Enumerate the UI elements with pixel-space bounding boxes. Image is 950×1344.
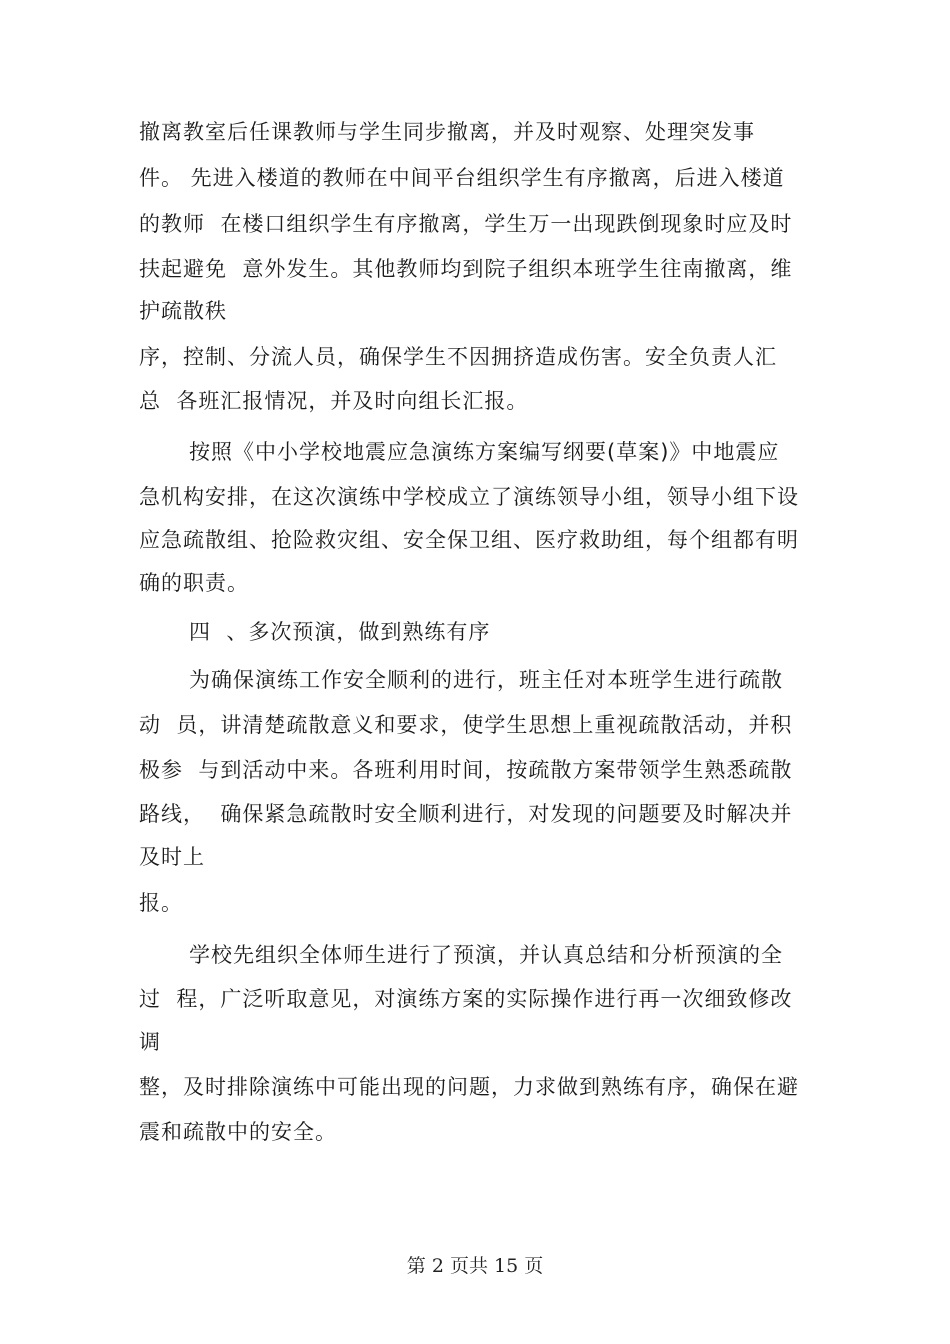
text-line: 极参 与到活动中来。各班利用时间，按疏散方案带领学生熟悉疏散 [139, 758, 793, 782]
text-line: 应急疏散组、抢险救灾组、安全保卫组、医疗救助组，每个组都有明 [139, 528, 799, 552]
text-line: 的教师 在楼口组织学生有序撤离，学生万一出现跌倒现象时应及时 [139, 212, 793, 236]
text-line: 件。 先进入楼道的教师在中间平台组织学生有序撤离，后进入楼道 [139, 166, 785, 190]
text-line: 调 [139, 1030, 161, 1054]
page-number-footer: 第 2 页共 15 页 [406, 1255, 544, 1277]
text-line: 确的职责。 [139, 571, 249, 595]
text-line: 学校先组织全体师生进行了预演，并认真总结和分析预演的全 [189, 943, 783, 967]
text-line: 路线， 确保紧急疏散时安全顺利进行，对发现的问题要及时解决并 [139, 802, 793, 826]
text-line: 撤离教室后任课教师与学生同步撤离，并及时观察、处理突发事 [139, 120, 755, 144]
text-line: 序，控制、分流人员，确保学生不因拥挤造成伤害。安全负责人汇 [139, 345, 777, 369]
text-line: 动 员，讲清楚疏散意义和要求，使学生思想上重视疏散活动，并积 [139, 713, 793, 737]
text-line: 扶起避免 意外发生。其他教师均到院子组织本班学生往南撤离，维 [139, 257, 793, 281]
section-heading: 四 、多次预演，做到熟练有序 [189, 620, 491, 644]
text-line: 震和疏散中的安全。 [139, 1120, 337, 1144]
text-line: 整，及时排除演练中可能出现的问题，力求做到熟练有序，确保在避 [139, 1075, 799, 1099]
text-line: 为确保演练工作安全顺利的进行，班主任对本班学生进行疏散 [189, 668, 783, 692]
text-line: 及时上 [139, 845, 205, 869]
text-line: 报。 [139, 891, 183, 915]
text-line: 按照《中小学校地震应急演练方案编写纲要(草案)》中地震应 [189, 440, 780, 464]
text-line: 急机构安排，在这次演练中学校成立了演练领导小组，领导小组下设 [139, 485, 799, 509]
text-line: 过 程，广泛听取意见，对演练方案的实际操作进行再一次细致修改 [139, 987, 793, 1011]
text-line: 护疏散秩 [139, 299, 227, 323]
text-line: 总 各班汇报情况，并及时向组长汇报。 [139, 389, 529, 413]
